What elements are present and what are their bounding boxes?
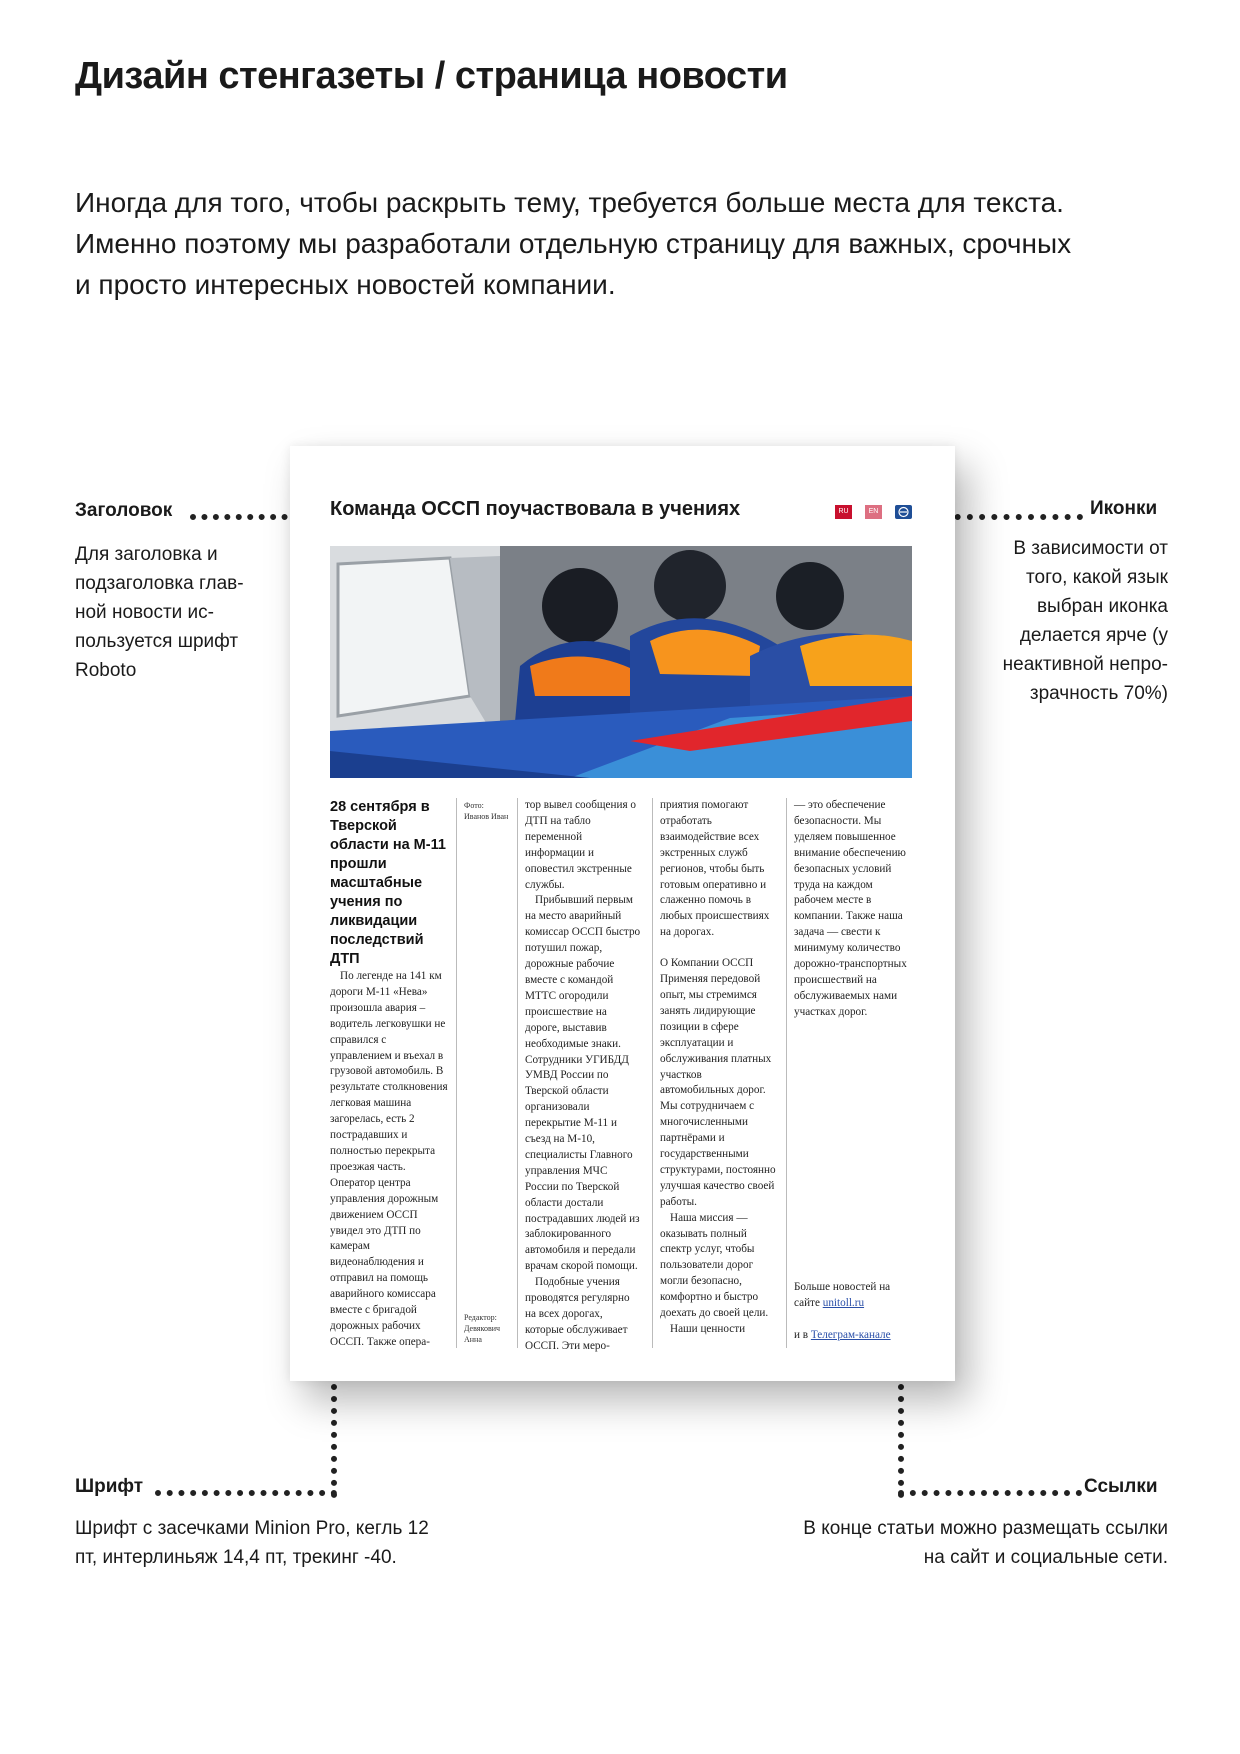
annotation-icons-text bbox=[920, 534, 1168, 708]
annotation-line: зрачность 70%) bbox=[1029, 683, 1168, 704]
annotation-line: неактивной непро- bbox=[1002, 654, 1168, 675]
annotation-font-text bbox=[75, 1514, 429, 1572]
annotation-links-label: Ссылки bbox=[1084, 1476, 1158, 1497]
font-leader-line bbox=[155, 1490, 337, 1496]
article-paragraph: приятия помогают отработать взаимодействие всех экстренных служб регионов, чтобы быть готовым оперативно и слаженно помочь в любых происшествиях на дорогах. bbox=[660, 799, 770, 939]
article-paragraph: Наши ценности bbox=[670, 1323, 746, 1335]
annotation-font-label: Шрифт bbox=[75, 1476, 144, 1497]
newspaper-headline: Команда ОССП поучаствовала в учениях bbox=[330, 498, 741, 520]
annotation-heading-label: Заголовок bbox=[75, 500, 173, 521]
article-column-3 bbox=[525, 798, 643, 1355]
annotation-line: Для заголовка и bbox=[75, 544, 218, 565]
article-paragraph: Прибывший первым на место аварийный комиссар ОССП быстро потушил пожар, дорожные рабочие вместе с командой МТТС огородили происшествие на дороге, выставив необходимые знаки. Сотрудники УГИБДД УМВД России по Тверской области организовали перекрытие М-11 и съезд на М-10, специалисты Главного управления МЧС России по Тверской области достали пострадавших людей из заблокированного автомобиля и передали врачам скорой помощи. bbox=[525, 894, 641, 1273]
telegram-line bbox=[794, 1328, 916, 1344]
article-paragraph: Подобные учения проводятся регулярно на всех дорогах, которые обслуживает ОССП. Эти меро- bbox=[525, 1276, 630, 1352]
annotation-heading-text bbox=[75, 540, 244, 685]
site-link[interactable]: unitoll.ru bbox=[822, 1296, 865, 1309]
article-column-5 bbox=[794, 798, 914, 1021]
more-news-prefix: Больше новостей на сайте bbox=[794, 1281, 891, 1309]
news-photo bbox=[330, 546, 912, 778]
annotation-line: Roboto bbox=[75, 660, 137, 681]
article-paragraph: — это обеспечение безопасности. Мы уделяем повышенное внимание обеспечению безопасных условий труда на каждом рабочем месте в компании. Также наша задача — свести к минимуму количество дорожно-транспортных происшествий на обслуживаемых нами участках дорог. bbox=[794, 799, 907, 1018]
annotation-line: пользуется шрифт bbox=[75, 631, 239, 652]
column-divider bbox=[786, 798, 787, 1348]
column-divider bbox=[652, 798, 653, 1348]
credit-line: Фото: bbox=[464, 801, 484, 810]
article-column-4 bbox=[660, 798, 778, 1338]
annotation-links-text bbox=[720, 1514, 1168, 1572]
more-news-line bbox=[794, 1280, 916, 1312]
annotation-line: Шрифт с засечками Minion Pro, кегль 12 bbox=[75, 1518, 429, 1539]
annotation-line: пт, интерлиньяж 14,4 пт, трекинг -40. bbox=[75, 1547, 397, 1568]
intro-line: Иногда для того, чтобы раскрыть тему, требуется больше места для текста. bbox=[75, 187, 1064, 218]
telegram-icon[interactable] bbox=[895, 505, 912, 519]
lang-ru-icon[interactable]: RU bbox=[835, 505, 852, 519]
telegram-prefix: и в bbox=[794, 1328, 809, 1341]
column-divider bbox=[456, 798, 457, 1348]
annotation-line: подзаголовка глав- bbox=[75, 573, 244, 594]
annotation-line: того, какой язык bbox=[1026, 567, 1168, 588]
editor-credit bbox=[464, 1312, 500, 1345]
column-divider bbox=[517, 798, 518, 1348]
credit-line: Редактор: bbox=[464, 1313, 497, 1322]
article-paragraph: О Компании ОССП Применяя передовой опыт, мы стремимся занять лидирующие позиции в сфере эксплуатации и обслуживания платных участков автомобильных дорог. Мы сотрудничаем с многочисленными партнёрами и государственными структурами, постоянно улучшая качество своей работы. bbox=[660, 957, 776, 1208]
annotation-line: делается ярче (у bbox=[1019, 625, 1168, 646]
links-leader-line bbox=[898, 1490, 1082, 1496]
article-paragraph: По легенде на 141 км дороги М-11 «Нева» произошла авария – водитель легковушки не справился с управлением и въехал в грузовой автомобиль. В результате столкновения легковая машина загорелась, есть 2 пострадавших и полностью перекрыта проезжая часть. Оператор центра управления дорожным движением ОССП увидел это ДТП по камерам видеонаблюдения и отправил на помощь аварийного комиссара вместе с бригадой дорожных рабочих ОССП. Также опера- bbox=[330, 970, 448, 1348]
newspaper-sheet bbox=[290, 446, 955, 1381]
annotation-line: В зависимости от bbox=[1013, 538, 1168, 559]
intro-text bbox=[75, 182, 1175, 305]
annotation-line: на сайт и социальные сети. bbox=[923, 1547, 1168, 1568]
article-links bbox=[794, 1280, 916, 1344]
annotation-line: В конце статьи можно размещать ссылки bbox=[803, 1518, 1168, 1539]
lang-en-icon[interactable]: EN bbox=[865, 505, 882, 519]
news-subheadline: 28 сентября в Тверской области на М-11 прошли масштабные учения по ликвидации последствий ДТП bbox=[330, 799, 446, 967]
credit-line: Девякович bbox=[464, 1324, 501, 1333]
intro-line: Именно поэтому мы разработали отдельную страницу для важных, срочных bbox=[75, 228, 1072, 259]
page-title: Дизайн стенгазеты / страница новости bbox=[75, 55, 788, 97]
credit-line: Иванов Иван bbox=[464, 812, 509, 821]
annotation-line: выбран иконка bbox=[1036, 596, 1168, 617]
article-column-1 bbox=[330, 798, 448, 1351]
telegram-link[interactable]: Телеграм-канале bbox=[810, 1328, 891, 1341]
annotation-icons-label: Иконки bbox=[1090, 498, 1158, 519]
intro-line: и просто интересных новостей компании. bbox=[75, 269, 616, 300]
credit-line: Анна bbox=[464, 1335, 482, 1344]
article-paragraph: тор вывел сообщения о ДТП на табло переменной информации и оповестил экстренные службы. bbox=[525, 799, 637, 891]
photo-credit bbox=[464, 800, 508, 822]
annotation-line: ной новости ис- bbox=[75, 602, 214, 623]
article-paragraph: Наша миссия — оказывать полный спектр услуг, чтобы пользователи дорог могли безопасно, комфортно и быстро доехать до своей цели. bbox=[660, 1211, 769, 1320]
